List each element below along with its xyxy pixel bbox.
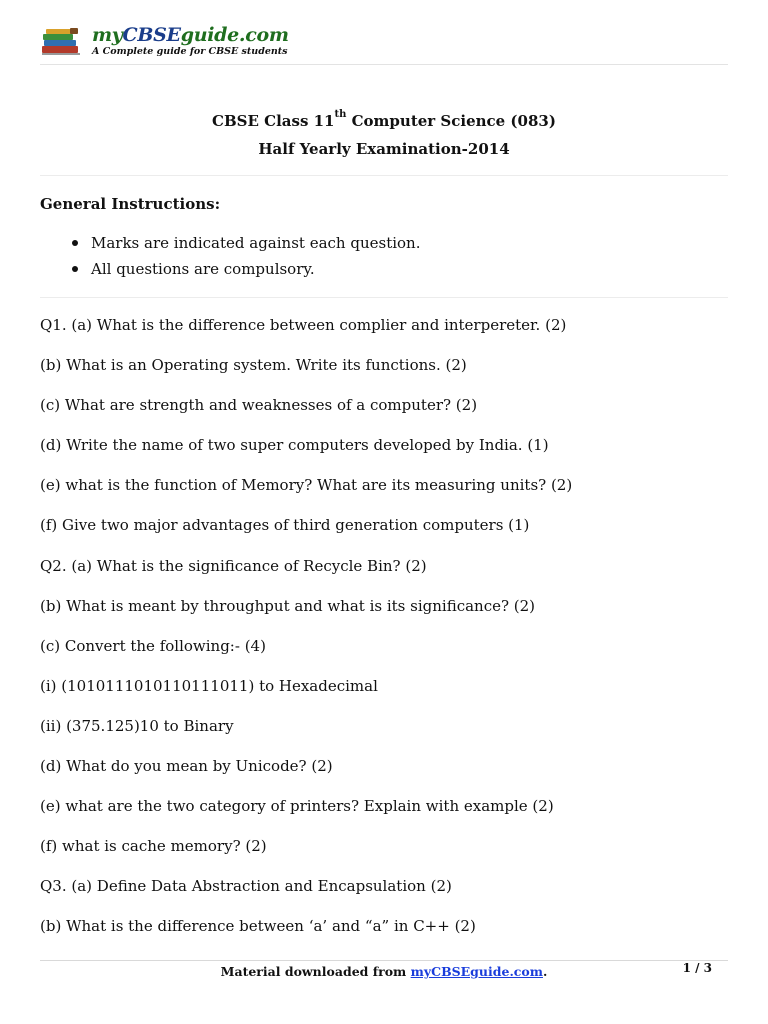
question-item: (d) What do you mean by Unicode? (2) [40,757,333,776]
question-item: (f) Give two major advantages of third generation computers (1) [40,516,530,535]
question-item: (b) What is the difference between ‘a’ and “a” in C++ (2) [40,917,476,936]
question-list [40,316,572,958]
question-item: (ii) (375.125)10 to Binary [40,716,234,735]
logo-tagline: A Complete guide for CBSE students [92,46,288,57]
question-item: Q2. (a) What is the significance of Recycle Bin? (2) [40,556,427,575]
books-logo-icon [40,26,82,56]
divider [40,175,728,176]
divider [40,297,728,298]
question-item: (e) what is the function of Memory? What are its measuring units? (2) [40,476,573,495]
question-item: (c) Convert the following:- (4) [40,636,266,655]
footer-link[interactable]: myCBSEguide.com [410,964,543,979]
instruction-item: All questions are compulsory. [70,260,420,286]
instructions-heading: General Instructions: [40,195,221,213]
exam-title: CBSE Class 11th Computer Science (083) [212,109,556,130]
bullet-icon [72,266,78,272]
question-item: (d) Write the name of two super computers developed by India. (1) [40,436,549,455]
question-item: (f) what is cache memory? (2) [40,837,267,856]
exam-subtitle: Half Yearly Examination-2014 [258,140,510,158]
footer-divider [40,960,728,961]
question-item: Q3. (a) Define Data Abstraction and Encapsulation (2) [40,877,452,896]
question-item: (b) What is meant by throughput and what is its significance? (2) [40,596,536,615]
instructions-list [70,234,420,286]
question-item: (c) What are strength and weaknesses of a computer? (2) [40,396,478,415]
question-item: (i) (1010111010110111011) to Hexadecimal [40,676,378,695]
page-number: 1 / 3 [682,961,712,975]
logo-title: myCBSEguide.com [92,24,289,46]
bullet-icon [72,240,78,246]
page-footer: Material downloaded from myCBSEguide.com. [220,964,548,979]
instruction-item: Marks are indicated against each question. [70,234,420,260]
question-item: (b) What is an Operating system. Write its functions. (2) [40,356,467,375]
question-item: (e) what are the two category of printers? Explain with example (2) [40,797,554,816]
question-item: Q1. (a) What is the difference between complier and interpereter. (2) [40,316,567,334]
page-header [40,22,728,65]
